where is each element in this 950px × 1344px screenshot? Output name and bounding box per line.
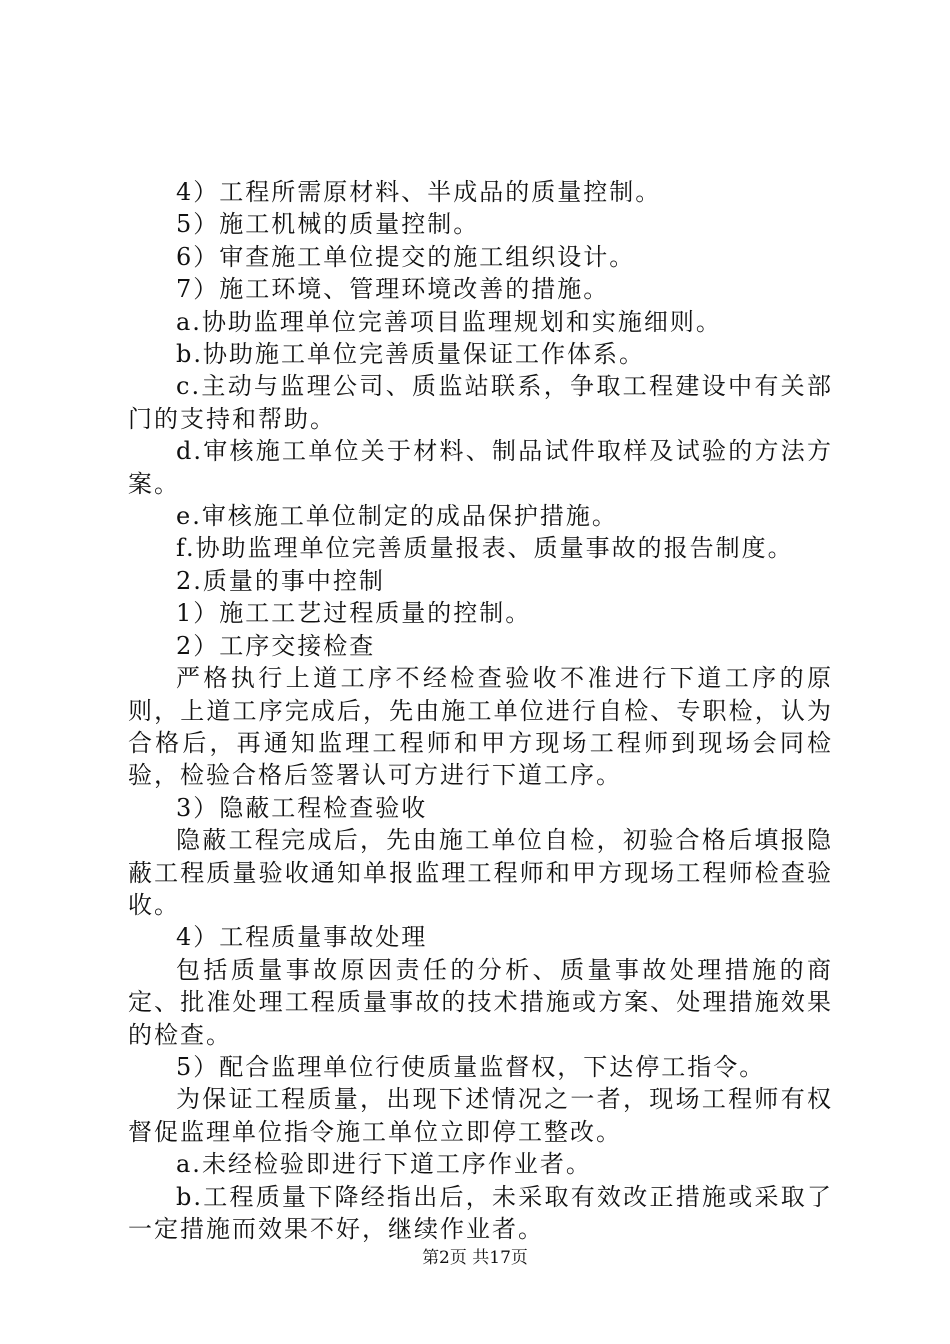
paragraph: f.协助监理单位完善质量报表、质量事故的报告制度。: [176, 534, 794, 563]
paragraph: 严格执行上道工序不经检查验收不准进行下道工序的原则，上道工序完成后，先由施工单位进行自检、专职检，认为合格后，再通知监理工程师和甲方现场工程师到现场会同检验，检验合格后签署认可方进行下道工序。: [128, 664, 833, 790]
paragraph: 5）施工机械的质量控制。: [176, 210, 480, 239]
paragraph: d.审核施工单位关于材料、制品试件取样及试验的方法方案。: [128, 437, 833, 498]
page-number-footer: 第2页 共17页: [422, 1248, 528, 1268]
paragraph: c.主动与监理公司、质监站联系，争取工程建设中有关部门的支持和帮助。: [128, 372, 833, 433]
paragraph: 7）施工环境、管理环境改善的措施。: [176, 275, 610, 304]
subsection-heading: 2）工序交接检查: [176, 631, 376, 660]
section-heading: 2.质量的事中控制: [176, 566, 385, 595]
paragraph: 4）工程所需原材料、半成品的质量控制。: [176, 178, 662, 206]
paragraph: b.协助施工单位完善质量保证工作体系。: [176, 340, 645, 369]
paragraph: 1）施工工艺过程质量的控制。: [176, 599, 532, 628]
paragraph: 6）审查施工单位提交的施工组织设计。: [176, 242, 636, 271]
paragraph: b.工程质量下降经指出后，未采取有效改正措施或采取了一定措施而效果不好，继续作业者。: [128, 1182, 833, 1243]
paragraph: a.协助监理单位完善项目监理规划和实施细则。: [176, 307, 722, 336]
subsection-heading: 5）配合监理单位行使质量监督权，下达停工指令。: [176, 1052, 766, 1081]
paragraph: 为保证工程质量，出现下述情况之一者，现场工程师有权督促监理单位指令施工单位立即停工整改。: [128, 1085, 833, 1146]
paragraph: a.未经检验即进行下道工序作业者。: [176, 1150, 592, 1179]
subsection-heading: 3）隐蔽工程检查验收: [176, 793, 428, 822]
paragraph: 隐蔽工程完成后，先由施工单位自检，初验合格后填报隐蔽工程质量验收通知单报监理工程师和甲方现场工程师检查验收。: [128, 826, 833, 919]
paragraph: e.审核施工单位制定的成品保护措施。: [176, 502, 618, 531]
paragraph: 包括质量事故原因责任的分析、质量事故处理措施的商定、批准处理工程质量事故的技术措施或方案、处理措施效果的检查。: [128, 955, 833, 1049]
subsection-heading: 4）工程质量事故处理: [176, 923, 428, 952]
document-body: [128, 176, 833, 1245]
